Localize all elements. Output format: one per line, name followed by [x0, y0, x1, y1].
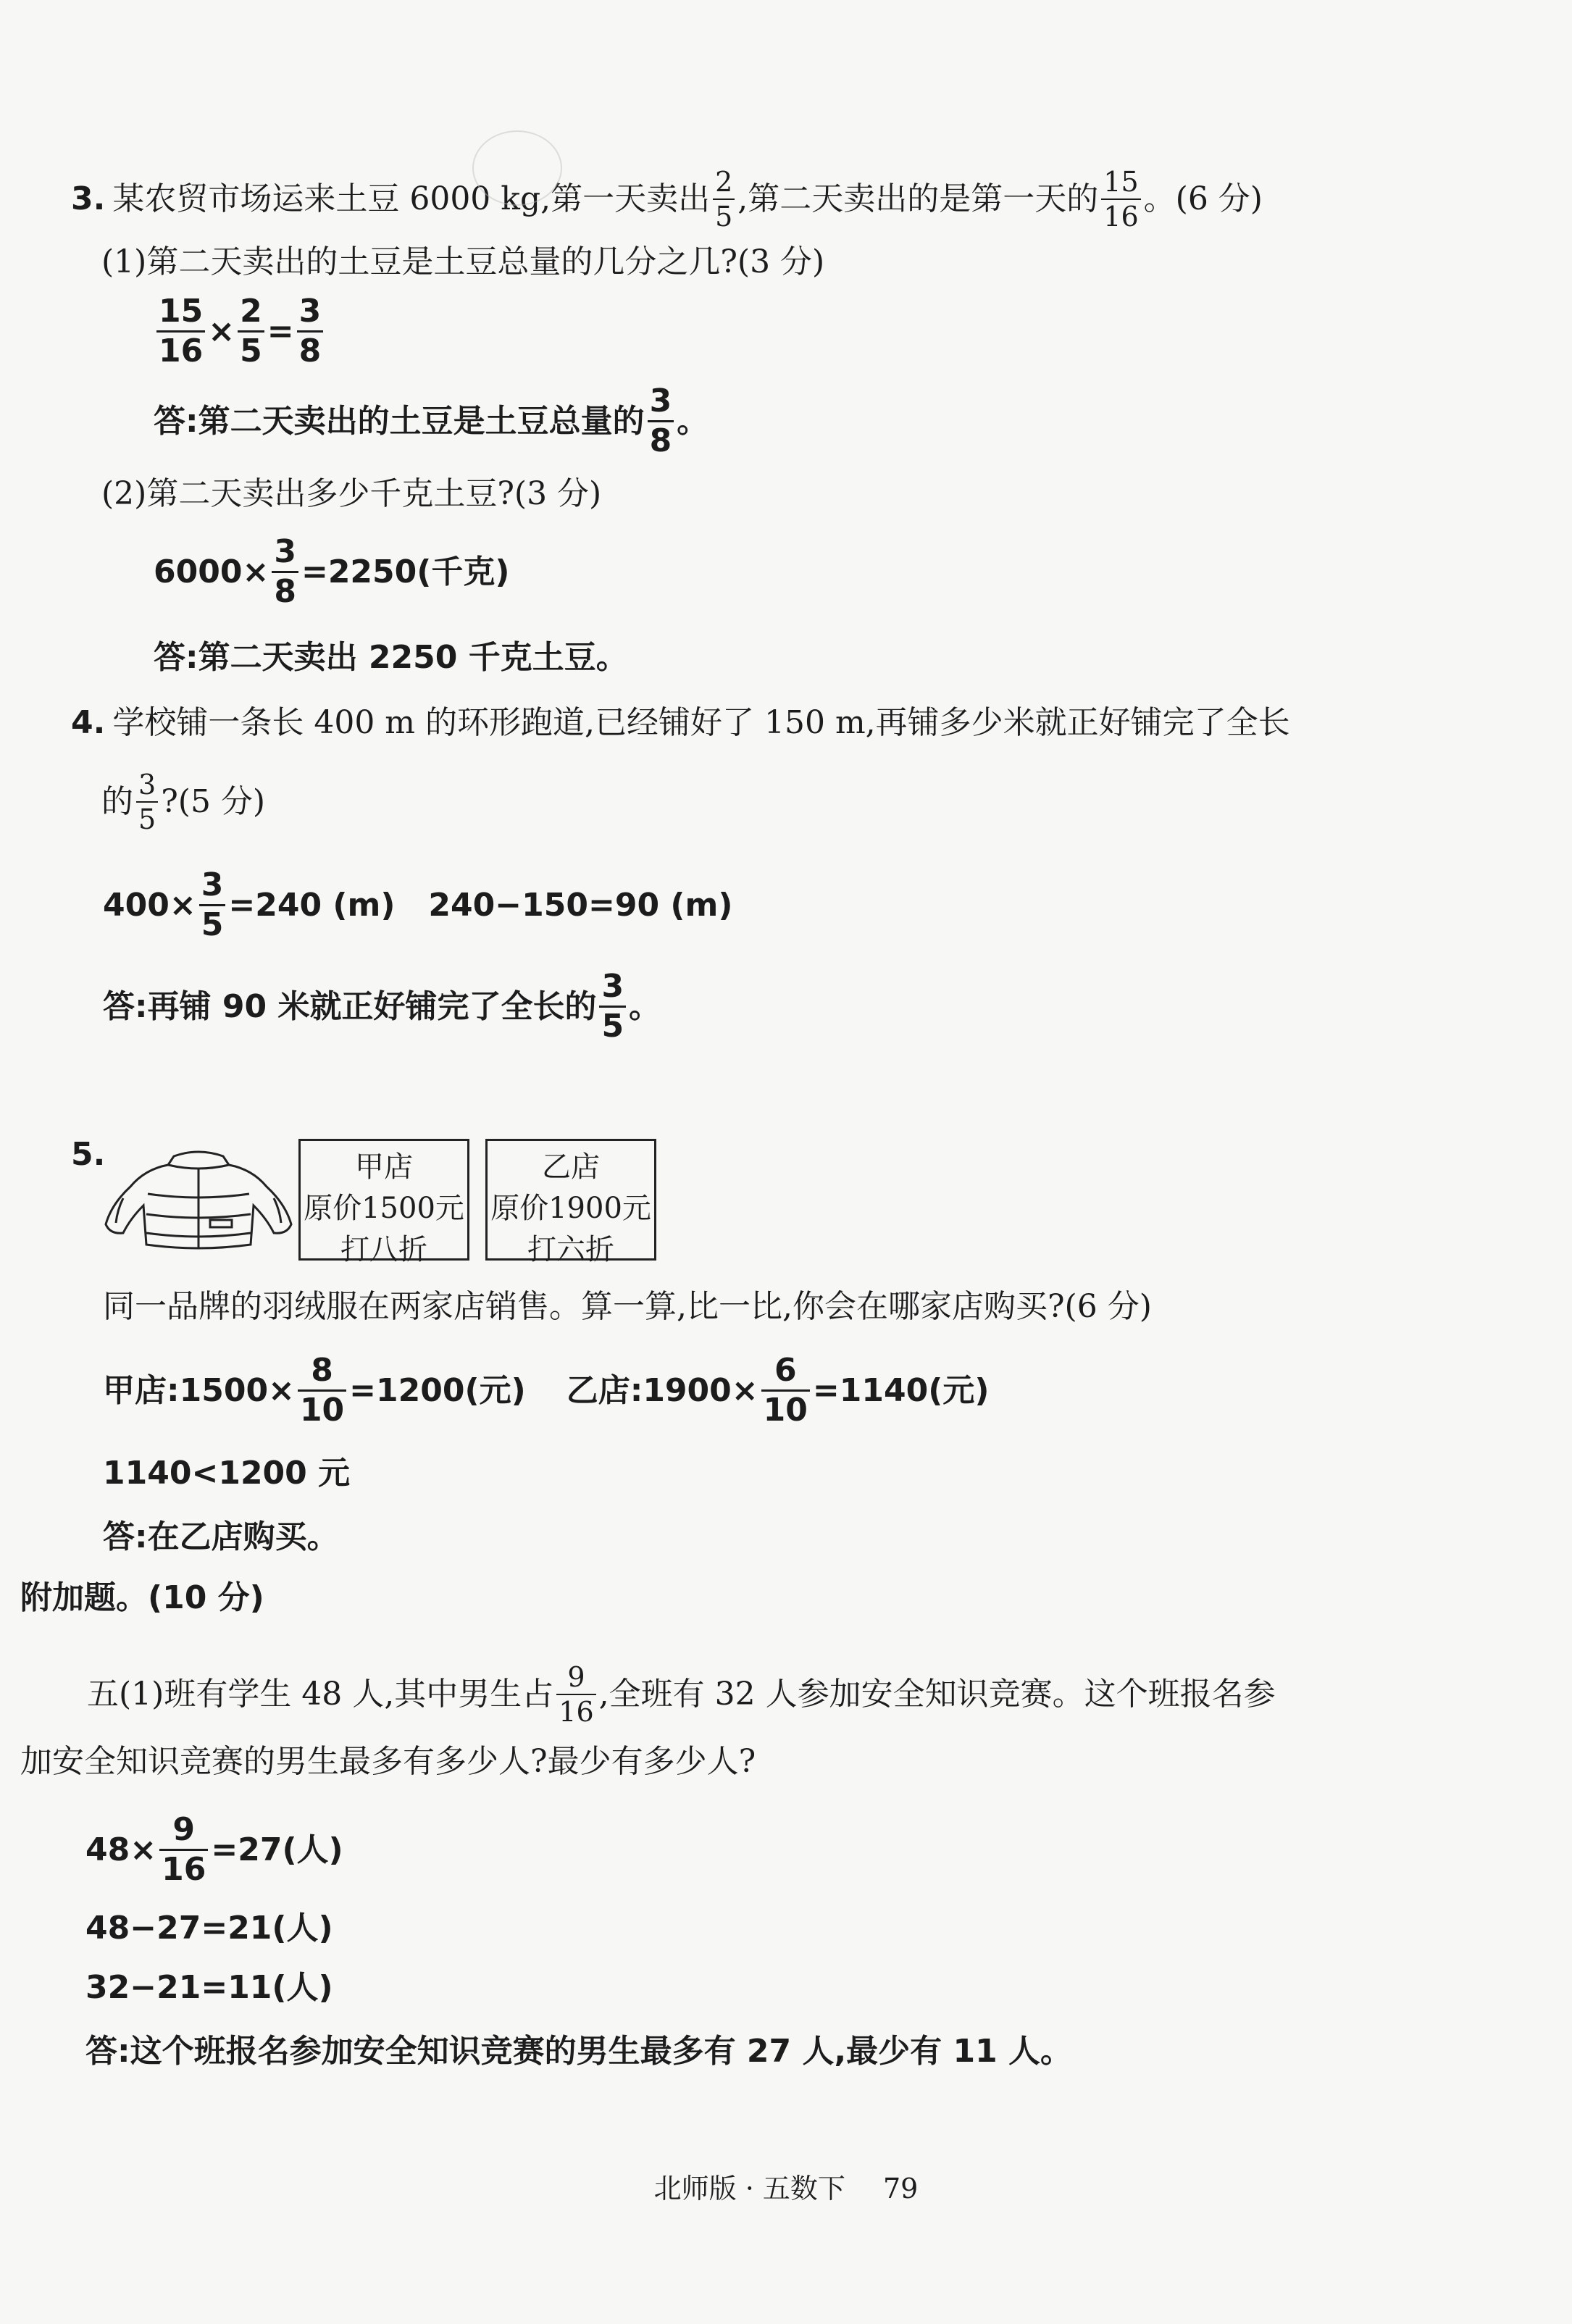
- bonus-calc2: 48−27=21(人): [85, 1910, 333, 1947]
- store-a-name: 甲店: [355, 1150, 413, 1184]
- stamp-mark: [472, 130, 562, 206]
- q4-number: 4.: [71, 704, 106, 741]
- q5-question: 同一品牌的羽绒服在两家店销售。算一算,比一比,你会在哪家店购买?(6 分): [103, 1288, 1152, 1325]
- store-b-discount: 打六折: [527, 1233, 614, 1266]
- store-b-name: 乙店: [542, 1150, 600, 1184]
- q4-answer: 答:再铺 90 米就正好铺完了全长的 $\frac{3}{5}$ 。: [103, 968, 661, 1045]
- q5-compare: 1140<1200 元: [103, 1455, 351, 1492]
- q3-answer2: 答:第二天卖出 2250 千克土豆。: [154, 639, 628, 676]
- q3-line: [71, 166, 1263, 233]
- bonus-calc1: 48× $\frac{9}{16}$ =27(人): [85, 1811, 343, 1888]
- down-jacket-icon: [101, 1143, 296, 1252]
- bonus-calc3: 32−21=11(人): [85, 1969, 333, 2006]
- store-a-card: [298, 1139, 469, 1266]
- q5-calc: 甲店:1500× $\frac{8}{10}$ =1200(元) 乙店:1900× $\frac{6}{10}$ =1140(元): [103, 1352, 990, 1429]
- q3-calc2: 6000× $\frac{3}{8}$ =2250(千克): [154, 533, 510, 610]
- q3-text-3: 。(6 分): [1143, 180, 1263, 217]
- q5-number: 5.: [71, 1136, 106, 1173]
- page-footer: [0, 2166, 1572, 2206]
- q3-number: 3.: [71, 180, 106, 217]
- store-b-price: 原价1900元: [490, 1192, 651, 1225]
- store-a-discount: 打八折: [340, 1233, 427, 1266]
- page-number: 79: [882, 2173, 919, 2204]
- q3-fraction-first-day: $\frac{2}{5}$: [713, 168, 735, 230]
- bonus-answer: 答:这个班报名参加安全知识竞赛的男生最多有 27 人,最少有 11 人。: [85, 2033, 1073, 2070]
- q3-answer1: 答:第二天卖出的土豆是土豆总量的 $\frac{3}{8}$ 。: [154, 383, 709, 459]
- bonus-title: 附加题。(10 分): [20, 1579, 264, 1616]
- q3-text-2: ,第二天卖出的是第一天的: [737, 180, 1099, 217]
- bonus-line2: 加安全知识竞赛的男生最多有多少人?最少有多少人?: [20, 1743, 756, 1780]
- q4-line1: 4. 学校铺一条长 400 m 的环形跑道,已经铺好了 150 m,再铺多少米就正好铺完了全长: [71, 704, 1290, 741]
- q3-text-1: 某农贸市场运来土豆 6000 kg,第一天卖出: [112, 180, 711, 217]
- q3-fraction-second-day: $\frac{15}{16}$: [1101, 168, 1140, 230]
- store-a-price: 原价1500元: [304, 1192, 464, 1225]
- footer-text: 北师版 · 五数下: [653, 2173, 845, 2204]
- store-b-card: [485, 1139, 656, 1266]
- q3-sub2: (2)第二天卖出多少千克土豆?(3 分): [101, 475, 602, 512]
- q3-calc1: $\frac{15}{16}$ × $\frac{2}{5}$ = $\frac{3}{8}$: [154, 296, 326, 367]
- q4-calc: 400× $\frac{3}{5}$ =240 (m) 240−150=90 (m): [103, 866, 733, 943]
- bonus-line1: 五(1)班有学生 48 人,其中男生占 $\frac{9}{16}$ ,全班有 32 人参加安全知识竞赛。这个班报名参: [87, 1661, 1276, 1728]
- q4-line2: 的 $\frac{3}{5}$ ?(5 分): [101, 769, 266, 835]
- q3-sub1: (1)第二天卖出的土豆是土豆总量的几分之几?(3 分): [101, 243, 825, 280]
- q5-answer: 答:在乙店购买。: [103, 1518, 339, 1555]
